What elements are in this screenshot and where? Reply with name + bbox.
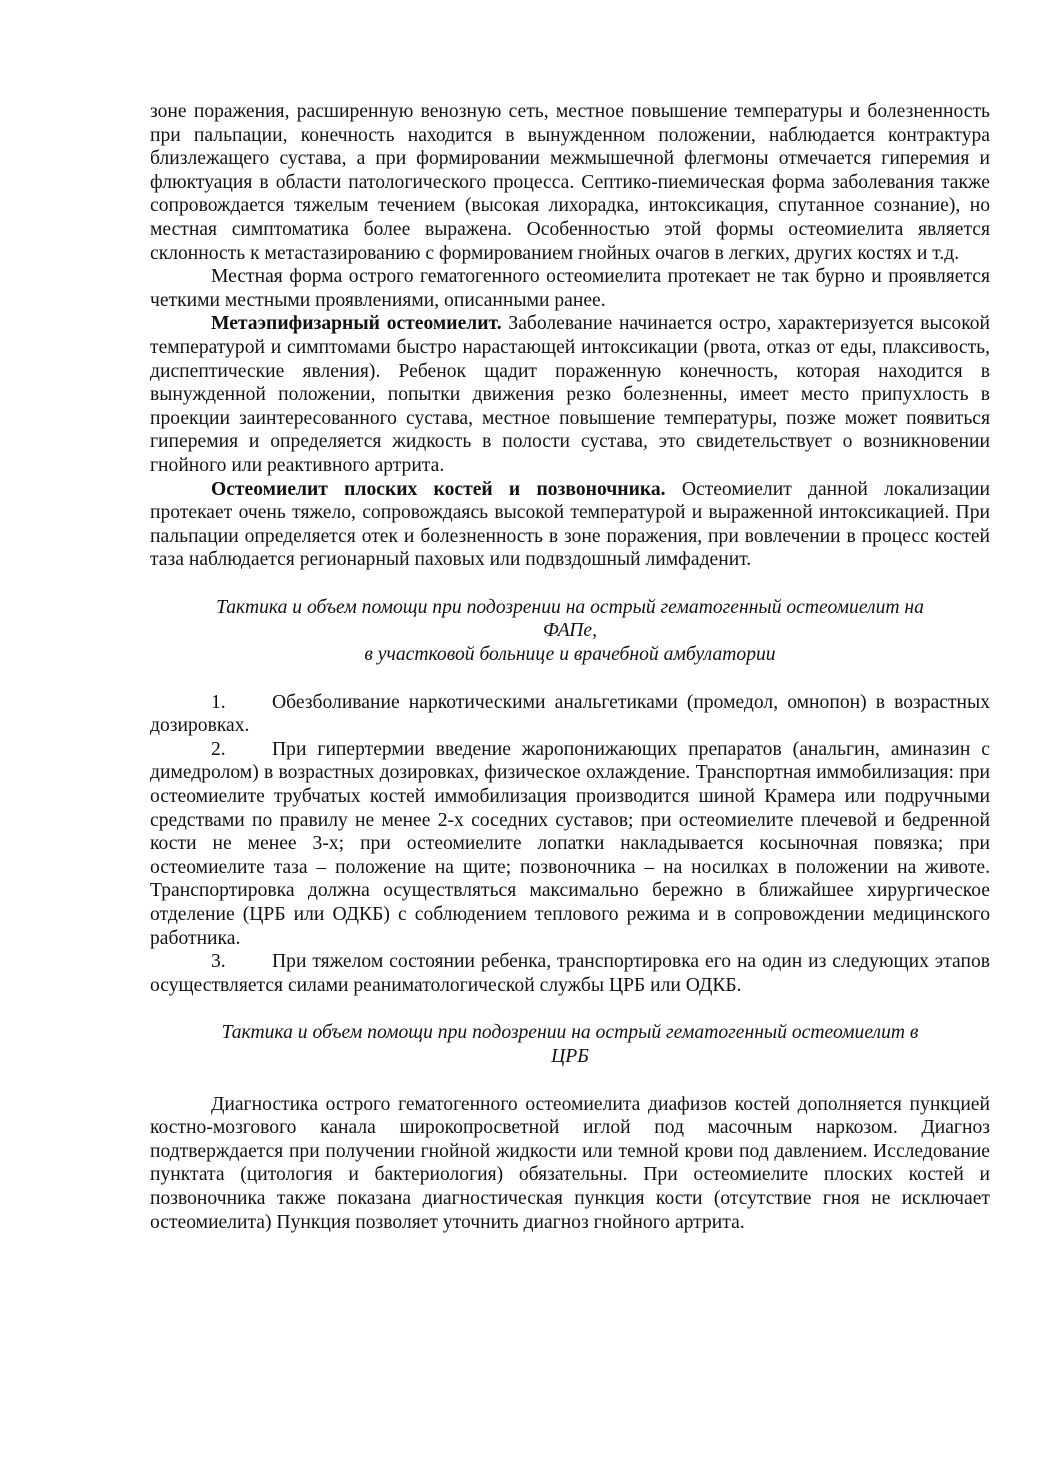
heading-line: Тактика и объем помощи при подозрении на острый гематогенный остеомиелит в [221,1022,919,1044]
paragraph-diagnostics: Диагностика острого гематогенного остеомиелита диафизов костей дополняется пункцией костно-мозгового канала широкопросветной иглой под масочным наркозом. Диагноз подтверждается при получении гнойной жидкости или темной крови под давлением. Исследование пунктата (цитология и бактериология) обязательны. При остеомиелите плоских костей и позвоночника также показана диагностическая пункция кости (отсутствие гноя не исключает остеомиелита) Пункция позволяет уточнить диагноз гнойного артрита. [150,1093,990,1233]
list-item-text: Обезболивание наркотическими анальгетиками (промедол, омнопон) в возрастных дозировках. [150,691,990,737]
list-item-number: 3. [211,951,226,973]
list-item-number: 2. [211,738,226,760]
list-item-text: При гипертермии введение жаропонижающих препаратов (анальгин, аминазин с димедролом) в возрастных дозировках, физическое охлаждение. Транспортная иммобилизация: при остеомиелите трубчатых костей иммобилизация производится шиной Крамера или подручными средствами по правилу не менее 2-х соседних суставов; при остеомиелите плечевой и бедренной кости не менее 3-х; при остеомиелите лопатки накладывается косыночная повязка; при остеомиелите таза – положение на щите; позвоночника – на носилках в положении на животе. Транспортировка должна осуществляться максимально бережно в ближайшее хирургическое отделение (ЦРБ или ОДКБ) с соблюдением теплового режима и в сопровождении медицинского работника. [150,738,990,949]
heading-line: ФАПе, [542,620,597,642]
heading-line: в участковой больнице и врачебной амбулатории [364,644,776,666]
heading-line: ЦРБ [551,1045,589,1067]
spacer [150,572,990,596]
list-item [150,950,990,997]
list-item [150,691,990,738]
section-heading-crb [150,1021,990,1068]
spacer [150,667,990,691]
paragraph-metaepiphyseal [150,312,990,477]
paragraph-local-form: Местная форма острого гематогенного остеомиелита протекает не так бурно и проявляется четкими местными проявлениями, описанными ранее. [150,266,990,311]
paragraph-flat-bones-text: Остеомиелит данной локализации протекает очень тяжело, сопровождаясь высокой температурой и выраженной интоксикацией. При пальпации определяется отек и болезненность в зоне поражения, при вовлечении в процесс костей таза наблюдается регионарный паховых или подвздошный лимфаденит. [150,478,990,571]
spacer [150,997,990,1021]
section-heading-fap [150,596,990,667]
paragraph-septic-form: зоне поражения, расширенную венозную сеть, местное повышение температуры и болезненность при пальпации, конечность находится в вынужденном положении, наблюдается контрактура близлежащего сустава, а при формировании межмышечной флегмоны отмечается гиперемия и флюктуация в области патологического процесса. Септико-пиемическая форма заболевания также сопровождается тяжелым течением (высокая лихорадка, интоксикация, спутанное сознание), но местная симптоматика более выражена. Особенностью этой формы остеомиелита является склонность к метастазированию с формированием гнойных очагов в легких, других костях и т.д. [150,101,990,264]
paragraph-metaepiphyseal-text: Заболевание начинается остро, характеризуется высокой температурой и симптомами быстро нарастающей интоксикации (рвота, отказ от еды, плаксивость, диспептические явления). Ребенок щадит пораженную конечность, которая находится в вынужденной положении, попытки движения резко болезненны, имеет место припухлость в проекции заинтересованного сустава, местное повышение температуры, позже может появиться гиперемия и определяется жидкость в полости сустава, это свидетельствует о возникновении гнойного или реактивного артрита. [150,313,991,476]
list-item [150,738,990,950]
list-item-text: При тяжелом состоянии ребенка, транспортировка его на один из следующих этапов осуществляется силами реаниматологической службы ЦРБ или ОДКБ. [150,951,990,996]
spacer [150,1069,990,1093]
paragraph-flat-bones [150,478,990,572]
term-metaepiphyseal: Метаэпифизарный остеомиелит. [211,313,502,335]
heading-line: Тактика и объем помощи при подозрении на острый гематогенный остеомиелит на [216,596,924,618]
list-item-number: 1. [211,691,226,713]
document-page [150,100,990,1234]
term-flat-bones: Остеомиелит плоских костей и позвоночника. [211,478,666,500]
